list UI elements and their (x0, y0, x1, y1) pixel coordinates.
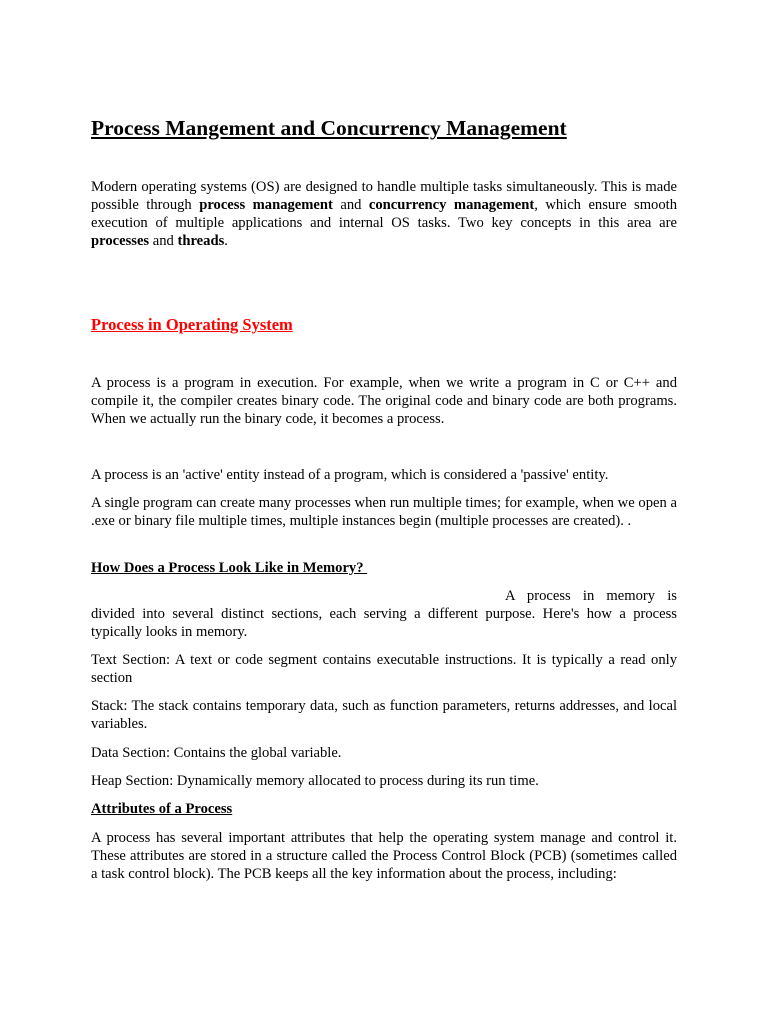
paragraph-attributes: A process has several important attributes that help the operating system manage and control it. These attributes are stored in a structure called the Process Control Block (PCB) (sometimes called a task control block). The PCB keeps all the key information about the process, including: (91, 830, 677, 882)
intro-text-5: . (224, 233, 228, 249)
paragraph-memory-intro: A process in memory is divided into several distinct sections, each serving a different purpose. Here's how a process typically looks in memory. (91, 588, 677, 640)
paragraph-single-program: A single program can create many processes when run multiple times; for example, when we open a .exe or binary file multiple times, multiple instances begin (multiple processes are created). . (91, 495, 677, 529)
intro-text-4: and (149, 233, 178, 249)
intro-paragraph (91, 178, 677, 250)
paragraph-data-section: Data Section: Contains the global variable. (91, 745, 342, 761)
intro-bold-concurrency-management: concurrency management (368, 197, 535, 213)
document-title: Process Mangement and Concurrency Management (91, 116, 567, 140)
subheading-attributes: Attributes of a Process (91, 801, 233, 817)
intro-text-3: , which ensure smooth execution of multiple applications and internal OS tasks. Two key concepts in this area are (91, 197, 677, 231)
paragraph-stack: Stack: The stack contains temporary data, such as function parameters, returns addresses, and local variables. (91, 698, 677, 732)
section-heading-process-in-os: Process in Operating System (91, 315, 293, 334)
subheading-memory-layout: How Does a Process Look Like in Memory? (91, 560, 368, 576)
paragraph-active-entity: A process is an 'active' entity instead of a program, which is considered a 'passive' entity. (91, 467, 609, 483)
paragraph-text-section: Text Section: A text or code segment contains executable instructions. It is typically a read only section (91, 652, 677, 686)
intro-bold-processes: processes (91, 233, 150, 249)
intro-text-2: and (332, 197, 369, 213)
intro-text-1: Modern operating systems (OS) are designed to handle multiple tasks simultaneously. This is made possible through (91, 179, 677, 213)
paragraph-definition: A process is a program in execution. For example, when we write a program in C or C++ and compile it, the compiler creates binary code. The original code and binary code are both programs. When we actually run the binary code, it becomes a process. (91, 375, 677, 427)
intro-bold-threads: threads (177, 233, 225, 249)
intro-bold-process-management: process management (199, 197, 333, 213)
paragraph-heap-section: Heap Section: Dynamically memory allocated to process during its run time. (91, 773, 539, 789)
